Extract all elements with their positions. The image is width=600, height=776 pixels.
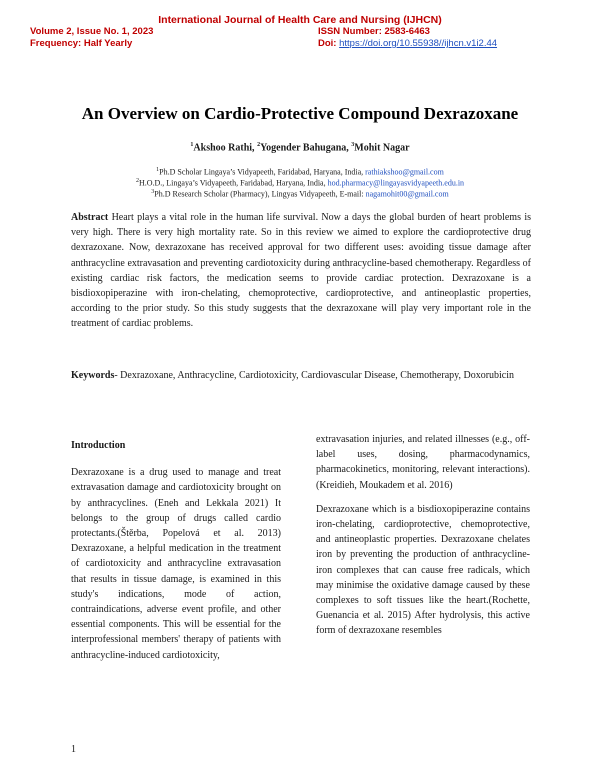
affiliation [0, 167, 600, 177]
abstract-label: Abstract [71, 212, 109, 223]
doi [318, 38, 497, 49]
section-heading: Introduction [71, 440, 126, 451]
affiliation [0, 189, 600, 199]
issn-number: ISSN Number: 2583-6463 [318, 26, 430, 37]
author-name: Mohit Nagar [354, 142, 410, 154]
affiliation-sup: 3 [151, 189, 155, 195]
volume-issue: Volume 2, Issue No. 1, 2023 [30, 26, 154, 37]
paragraph: Dexrazoxane which is a bisdioxopiperazine contains iron-chelating, cardioprotective, chemoprotective, and antineoplastic properties. Dexrazoxane chelates iron by preventing the production of anthracycline-iron complexes that can cause free radicals, which may minimise the oxidative damage caused by these complexes to soft tissues like the heart.(Rochette, Guenancia et al. 2015) After hydrolysis, this active form of dexrazoxane resembles [316, 503, 530, 637]
paragraph: extravasation injuries, and related illnesses (e.g., off-label uses, dosing, pharmacodynamics, pharmacokinetics, monitoring, relevant interactions).(Kreidieh, Moukadem et al. 2016) [316, 434, 530, 491]
paragraph: Dexrazoxane is a drug used to manage and treat extravasation damage and cardiotoxicity brought on by anthracyclines. (Eneh and Lekkala 2021) It belongs to the group of drugs called cardio protectants.(Štěrba, Popelová et al. 2013) Dexrazoxane, a helpful medication in the treatment of cardiotoxicity and anthracycline extravasation that results in tissue damage, is examined in this study's indications, mode of action, contraindications, adverse event profile, and other essential components. This will be essential for the interprofessional members' therapy of patients with anthracycline-induced cardiotoxicity, [71, 467, 281, 661]
frequency: Frequency: Half Yearly [30, 38, 133, 49]
email-link[interactable]: rathiakshoo@gmail.com [365, 167, 444, 177]
affiliation-text: H.O.D., Lingaya’s Vidyapeeth, Faridabad, Haryana, India, [138, 178, 328, 188]
author-sup: 1 [190, 142, 194, 148]
keywords-label: Keywords [71, 370, 115, 381]
doi-link[interactable]: https://doi.org/10.55938//ijhcn.v1i2.44 [339, 38, 498, 49]
email-link[interactable]: hod.pharmacy@lingayasvidyapeeth.edu.in [327, 178, 465, 188]
paper-title: An Overview on Cardio-Protective Compound Dexrazoxane [81, 104, 519, 123]
affiliation-text: Ph.D Research Scholar (Pharmacy), Lingyas Vidyapeeth, E-mail: [154, 189, 366, 199]
author-name: Yogender Bahugana, [260, 142, 352, 154]
doi-label: Doi: [318, 38, 340, 49]
email-link[interactable]: nagamohit00@gmail.com [365, 189, 449, 199]
right-column [316, 432, 530, 648]
abstract [71, 210, 531, 332]
keywords-text: - Dexrazoxane, Anthracycline, Cardiotoxicity, Cardiovascular Disease, Chemotherapy, Doxorubicin [114, 370, 515, 381]
author-sup: 2 [257, 142, 261, 148]
affiliation-text: Ph.D Scholar Lingaya’s Vidyapeeth, Faridabad, Haryana, India, [159, 167, 366, 177]
affiliation-sup: 2 [135, 178, 139, 184]
keywords [71, 368, 531, 383]
author-name: Akshoo Rathi, [193, 142, 258, 154]
journal-title: International Journal of Health Care and Nursing (IJHCN) [158, 14, 442, 26]
affiliation-sup: 1 [156, 167, 160, 173]
abstract-text: Heart plays a vital role in the human life survival. Now a days the global burden of heart problems is very high. There is very high mortality rate. So in this review we aimed to explore the cardioprotective drug dexrazoxane. Now, dexrazoxane has received approval for two different uses: avoiding tissue damage after anthracycline extravasation and preventing cardiotoxicity during anthracycline-based chemotherapy. Regardless of existing cardiac risk factors, the medication seems to provide cardiac protection. Dexrazoxane is a bisdioxopiperazine with iron-chelating, chemoprotective, cardioprotective, and antineoplastic properties, according to the prior study. So this study suggests that the dexrazoxane will play very important role in the treatment of cardiac problems. [71, 212, 531, 330]
author-list [0, 142, 600, 153]
left-column [71, 438, 281, 672]
author-sup: 3 [351, 142, 355, 148]
page-number: 1 [71, 744, 76, 755]
affiliation [0, 178, 600, 188]
